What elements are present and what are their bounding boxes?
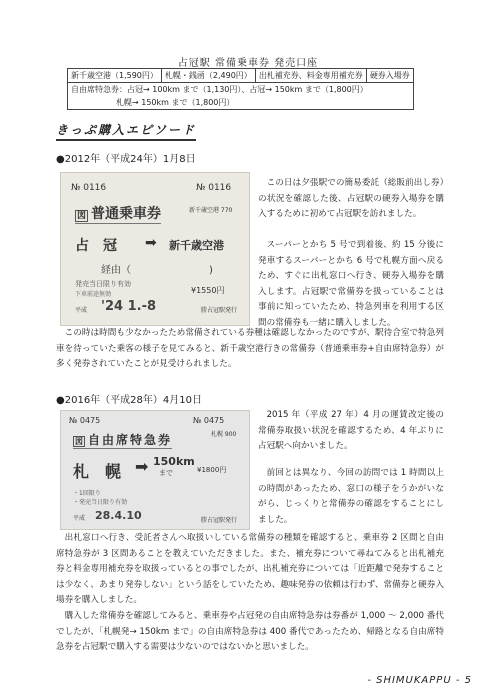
ticket-distance-suffix: まで: [159, 469, 173, 477]
ticket-validity: ・発売当日限り有効: [73, 499, 128, 506]
table-cell: 新千歳空港（1,590円）: [68, 69, 162, 83]
entry-date: ●2012年（平成24年）1月8日: [56, 154, 196, 165]
ticket-from: 占 冠: [75, 238, 117, 254]
ticket-to: 新千歳空港: [169, 239, 224, 252]
page-title: 占冠駅 常備乗車券 発売口座: [177, 58, 319, 69]
ticket-date-stamp: '24 1.-8: [101, 299, 157, 314]
ticket-era: 平成: [73, 515, 86, 522]
paragraph: この時は時間も少なかったため常備されている券種は確認しなかったのですが、駅待合室で特急列車を待っていた乗客の様子を見てみると、新千歳空港行きの常備券（普通乗車券+自由席特急券）が多く発券されていたことが見受けられました。: [56, 328, 444, 369]
ticket-via: 経由（ ): [101, 265, 213, 276]
ticket-issuer-note: 新千歳空港 770: [189, 207, 233, 214]
ticket-issuer-note: 札幌 900: [211, 431, 237, 438]
table-cell: 出札補充券、料金専用補充券: [255, 69, 366, 83]
ticket-type: 図 自由席特急券: [75, 433, 173, 447]
ticket-from: 札 幌: [73, 462, 122, 481]
table-cell: 自由席特急券：占冠→ 100km まで（1,130円）、占冠→ 150km まで（1,800円）: [68, 83, 414, 97]
ticket-era: 平成: [75, 307, 88, 314]
section-heading: きっぷ購入エピソード: [56, 121, 196, 141]
paragraph: 出札窓口へ行き、受託者さんへ取扱いしている常備券の種類を確認すると、乗車券 2 区間と自由席特急券が 3 区間あることを教えていただきました。また、補充券について尋ねてみると出札補充券と料金専用補充券を取扱っているとの事でしたが、出札補充券については「近距離で発券することは少なく、あまり発券しない」という話をしていたため、趣味発券の依頼は行わず、常備券と硬券入場券を購入しました。: [56, 533, 444, 605]
arrow-icon: ➡: [135, 457, 149, 476]
table-row: [68, 83, 414, 97]
ticket-validity: ・1回限り: [73, 490, 101, 497]
ticket-distance: 150km: [153, 455, 195, 468]
entry-date: ●2016年（平成28年）4月10日: [56, 395, 202, 406]
ticket-number: № 0475: [193, 416, 225, 425]
paragraph: この日は夕張駅での簡易委託（総販前出し券）の状況を確認した後、占冠駅の硬券入場券を購入するために初めて占冠駅を訪れました。: [258, 178, 444, 219]
ticket-price: ¥1800円: [197, 466, 227, 474]
table-cell: 硬券入場券: [366, 69, 413, 83]
ticket-issuer: 勝占冠駅発行: [201, 307, 238, 314]
ticket-date-stamp: 28.4.10: [95, 509, 142, 522]
ticket-type: 図 普通乗車券: [75, 203, 161, 224]
table-cell: 札幌→ 150km まで（1,800円）: [68, 96, 414, 110]
ticket-number: № 0475: [69, 416, 101, 425]
ticket-price: ¥1550円: [191, 286, 225, 295]
ticket-number: № 0116: [71, 183, 107, 193]
ticket-image-2016: [60, 410, 250, 530]
paragraph: 2015 年（平成 27 年）4 月の運賃改定後の常備券取扱い状況を確認するため、4 年ぶりに占冠駅へ向かいました。: [258, 410, 444, 451]
ticket-issuer: 勝占冠駅発行: [201, 517, 238, 524]
ticket-number: № 0116: [196, 183, 232, 193]
ticket-validity: 発売当日限り有効: [75, 280, 131, 288]
paragraph: スーパーとかち 5 号で到着後、約 15 分後に発車するスーパーとかち 6 号で札幌方面へ戻るため、すぐに出札窓口へ行き、硬券入場券を購入します。占冠駅で常備券を扱っていることは事前に知っていたため、特急列車を利用する区間の常備券も一緒に購入しました。: [258, 240, 444, 328]
paragraph: 購入した常備券を確認してみると、乗車券や占冠発の自由席特急券は券番が 1,000 ～ 2,000 番代でしたが、「札幌発→ 150km まで」の自由席特急券は 400 番代であったため、帰路となる自由席特急券を占冠駅で購入する需要は少ないのではないかと思いました。: [56, 611, 444, 652]
table-cell: 札幌・銭函（2,490円）: [161, 69, 255, 83]
fare-table: [67, 68, 414, 110]
page-footer: - SHIMUKAPPU - 5: [367, 675, 472, 686]
ticket-image-2012: [60, 172, 250, 326]
arrow-icon: ➡: [145, 235, 157, 251]
ticket-note: 下車前途無効: [75, 291, 112, 298]
paragraph: 前回とは異なり、今回の訪問では 1 時間以上の時間があったため、窓口の様子をうかがいながら、じっくりと常備券の確認をすることにしました。: [258, 468, 444, 525]
table-row: [68, 69, 414, 83]
table-row: [68, 96, 414, 110]
